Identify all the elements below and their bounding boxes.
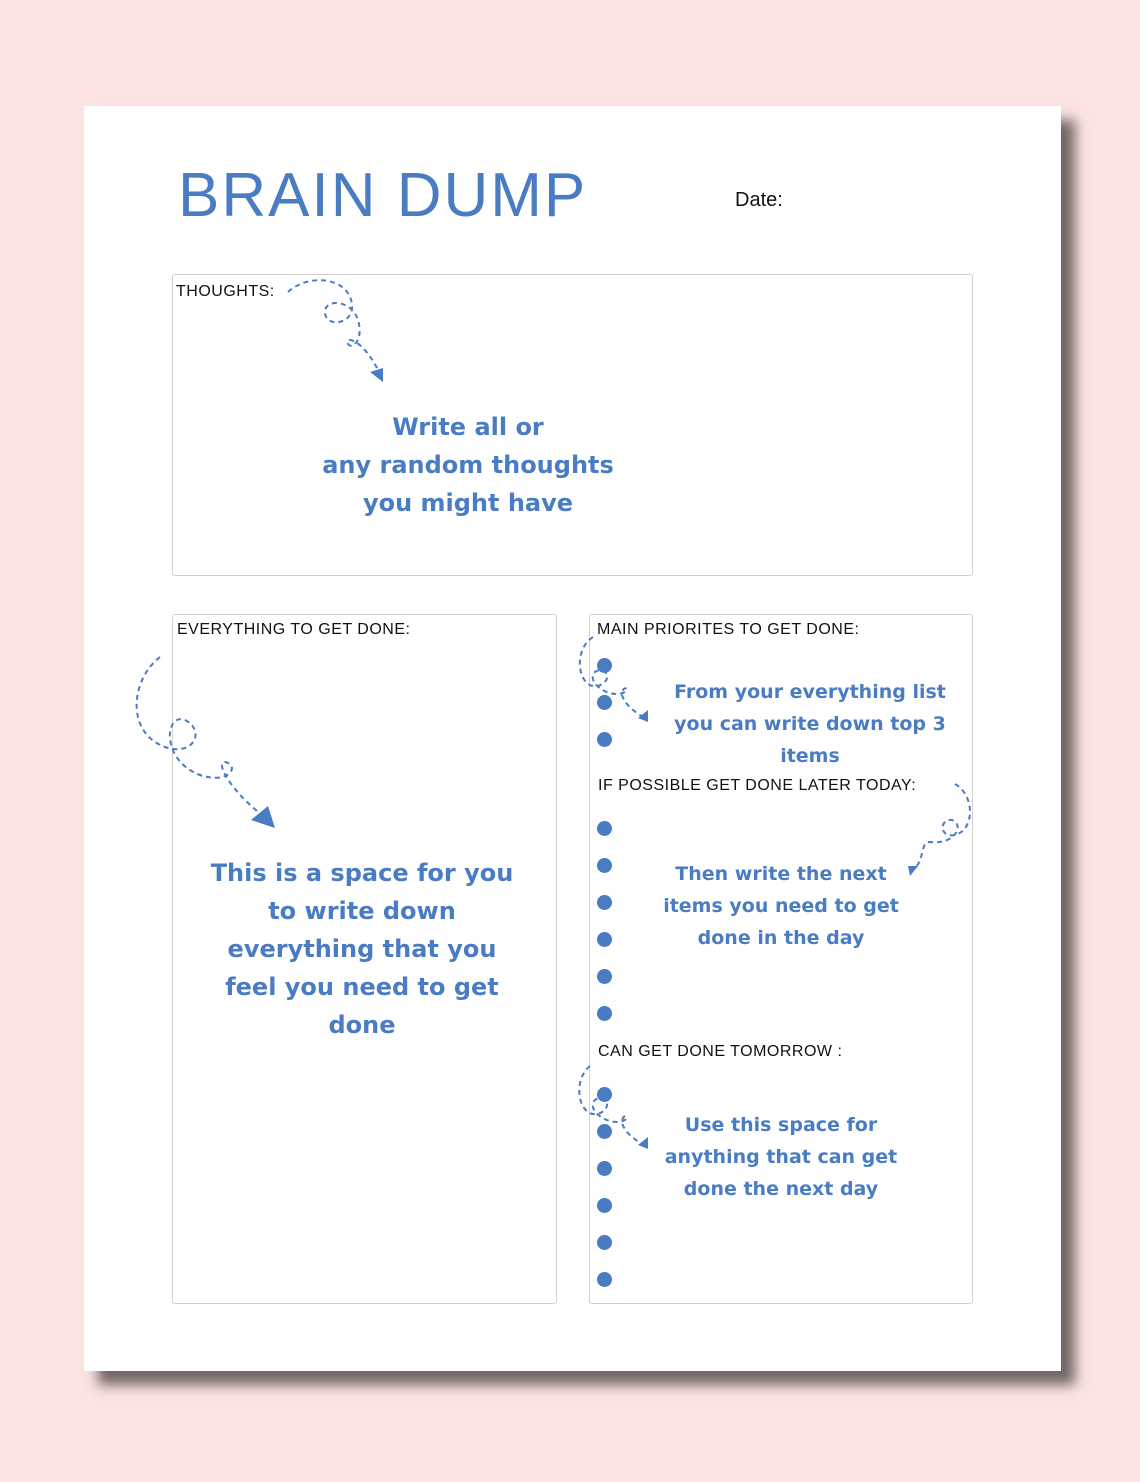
everything-arrow-path xyxy=(137,657,262,815)
arrowhead-icon xyxy=(638,710,648,722)
date-label: Date: xyxy=(735,189,783,211)
thoughts-arrow-path xyxy=(288,280,378,370)
priorities-hint: From your everything list you can write down top 3 items xyxy=(674,681,946,767)
later-arrow-path xyxy=(915,784,970,868)
priorities-arrow-path xyxy=(580,637,643,717)
later-hint: Then write the next items you need to get done in the day xyxy=(663,863,899,949)
tomorrow-hint: Use this space for anything that can get done the next day xyxy=(664,1114,898,1200)
arrowhead-icon xyxy=(638,1137,648,1149)
thoughts-hint: Write all or any random thoughts you might have xyxy=(322,413,614,517)
later-label: IF POSSIBLE GET DONE LATER TODAY: xyxy=(598,777,917,794)
thoughts-label: THOUGHTS: xyxy=(176,283,275,300)
priorities-label: MAIN PRIORITES TO GET DONE: xyxy=(597,621,860,638)
everything-hint: This is a space for you to write down everything that you feel you need to get done xyxy=(210,859,514,1039)
tomorrow-label: CAN GET DONE TOMORROW : xyxy=(598,1043,843,1060)
page-title: BRAIN DUMP xyxy=(178,161,588,230)
everything-label: EVERYTHING TO GET DONE: xyxy=(177,621,411,638)
arrowhead-icon xyxy=(370,368,383,382)
tomorrow-arrow-path xyxy=(579,1066,643,1144)
arrowhead-icon xyxy=(908,866,918,876)
